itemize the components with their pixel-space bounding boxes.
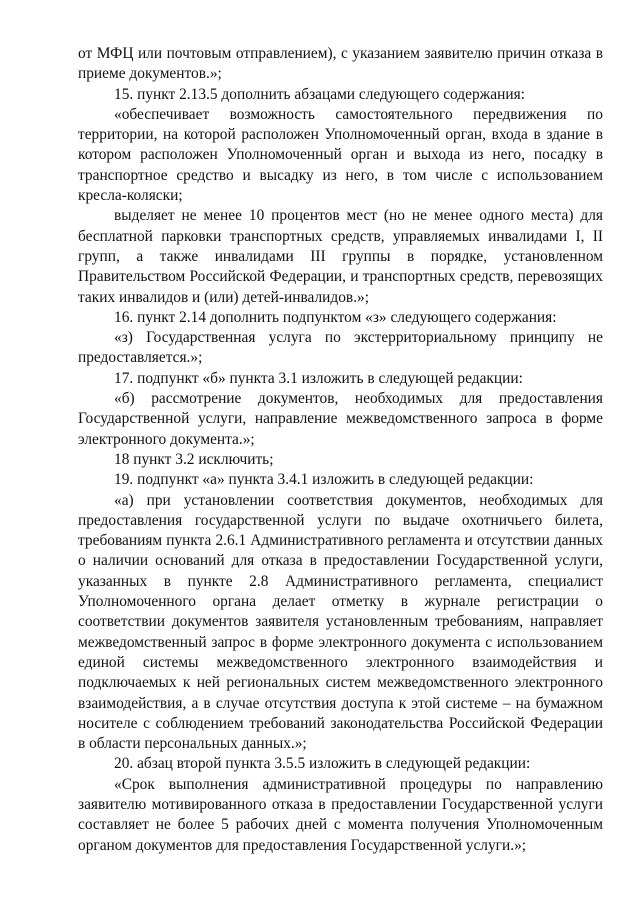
paragraph-item-20-text: «Срок выполнения административной процедуры по направлению заявителю мотивированного отказа в предоставлении Государственной услуги составляет не более 5 рабочих дней с момента получения Уполномоченным органом документов для предоставления Государственной услуги.»; xyxy=(78,775,603,854)
paragraph-item-15: 15. пункт 2.13.5 дополнить абзацами следующего содержания: xyxy=(114,85,525,103)
paragraph-item-20: 20. абзац второй пункта 3.5.5 изложить в следующей редакции: xyxy=(114,755,531,773)
paragraph-item-15-text-1: «обеспечивает возможность самостоятельного передвижения по территории, на которой расположен Уполномоченный орган, входа в здание в котором расположен Уполномоченный орган и выхода из него, посадку в транспортное средство и высадку из него, в том числе с использованием кресла-коляски; xyxy=(78,105,603,205)
paragraph-item-19: 19. подпункт «а» пункта 3.4.1 изложить в следующей редакции: xyxy=(114,471,534,489)
paragraph-continuation: от МФЦ или почтовым отправлением), с указанием заявителю причин отказа в приеме документов.»; xyxy=(78,45,603,83)
paragraph-item-17: 17. подпункт «б» пункта 3.1 изложить в следующей редакции: xyxy=(114,369,523,387)
document-body xyxy=(78,44,603,856)
paragraph-item-16: 16. пункт 2.14 дополнить подпунктом «з» следующего содержания: xyxy=(114,308,557,326)
paragraph-item-18: 18 пункт 3.2 исключить; xyxy=(114,450,274,468)
paragraph-item-17-text: «б) рассмотрение документов, необходимых для предоставления Государственной услуги, направление межведомственного запроса в форме электронного документа.»; xyxy=(78,390,603,448)
paragraph-item-19-text: «а) при установлении соответствия документов, необходимых для предоставления государственной услуги по выдаче охотничьего билета, требованиям пункта 2.6.1 Административного регламента и отсутствии данных о наличии оснований для отказа в предоставлении Государственной услуги, указанных в пункте 2.8 Административного регламента, специалист Уполномоченного органа делает отметку в журнале регистрации о соответствии документов заявителя установленным требованиям, направляет межведомственный запрос в форме электронного документа с использованием единой системы межведомственного электронного взаимодействия и подключаемых к ней региональных систем межведомственного электронного взаимодействия, а в случае отсутствия доступа к этой системе – на бумажном носителе с соблюдением требований законодательства Российской Федерации в области персональных данных.»; xyxy=(78,491,603,753)
paragraph-item-15-text-2: выделяет не менее 10 процентов мест (но не менее одного места) для бесплатной парковки транспортных средств, управляемых инвалидами I, II групп, а также инвалидами III группы в порядке, установленном Правительством Российской Федерации, и транспортных средств, перевозящих таких инвалидов и (или) детей-инвалидов.»; xyxy=(78,207,603,306)
paragraph-item-16-text: «з) Государственная услуга по экстерриториальному принципу не предоставляется.»; xyxy=(78,329,603,367)
